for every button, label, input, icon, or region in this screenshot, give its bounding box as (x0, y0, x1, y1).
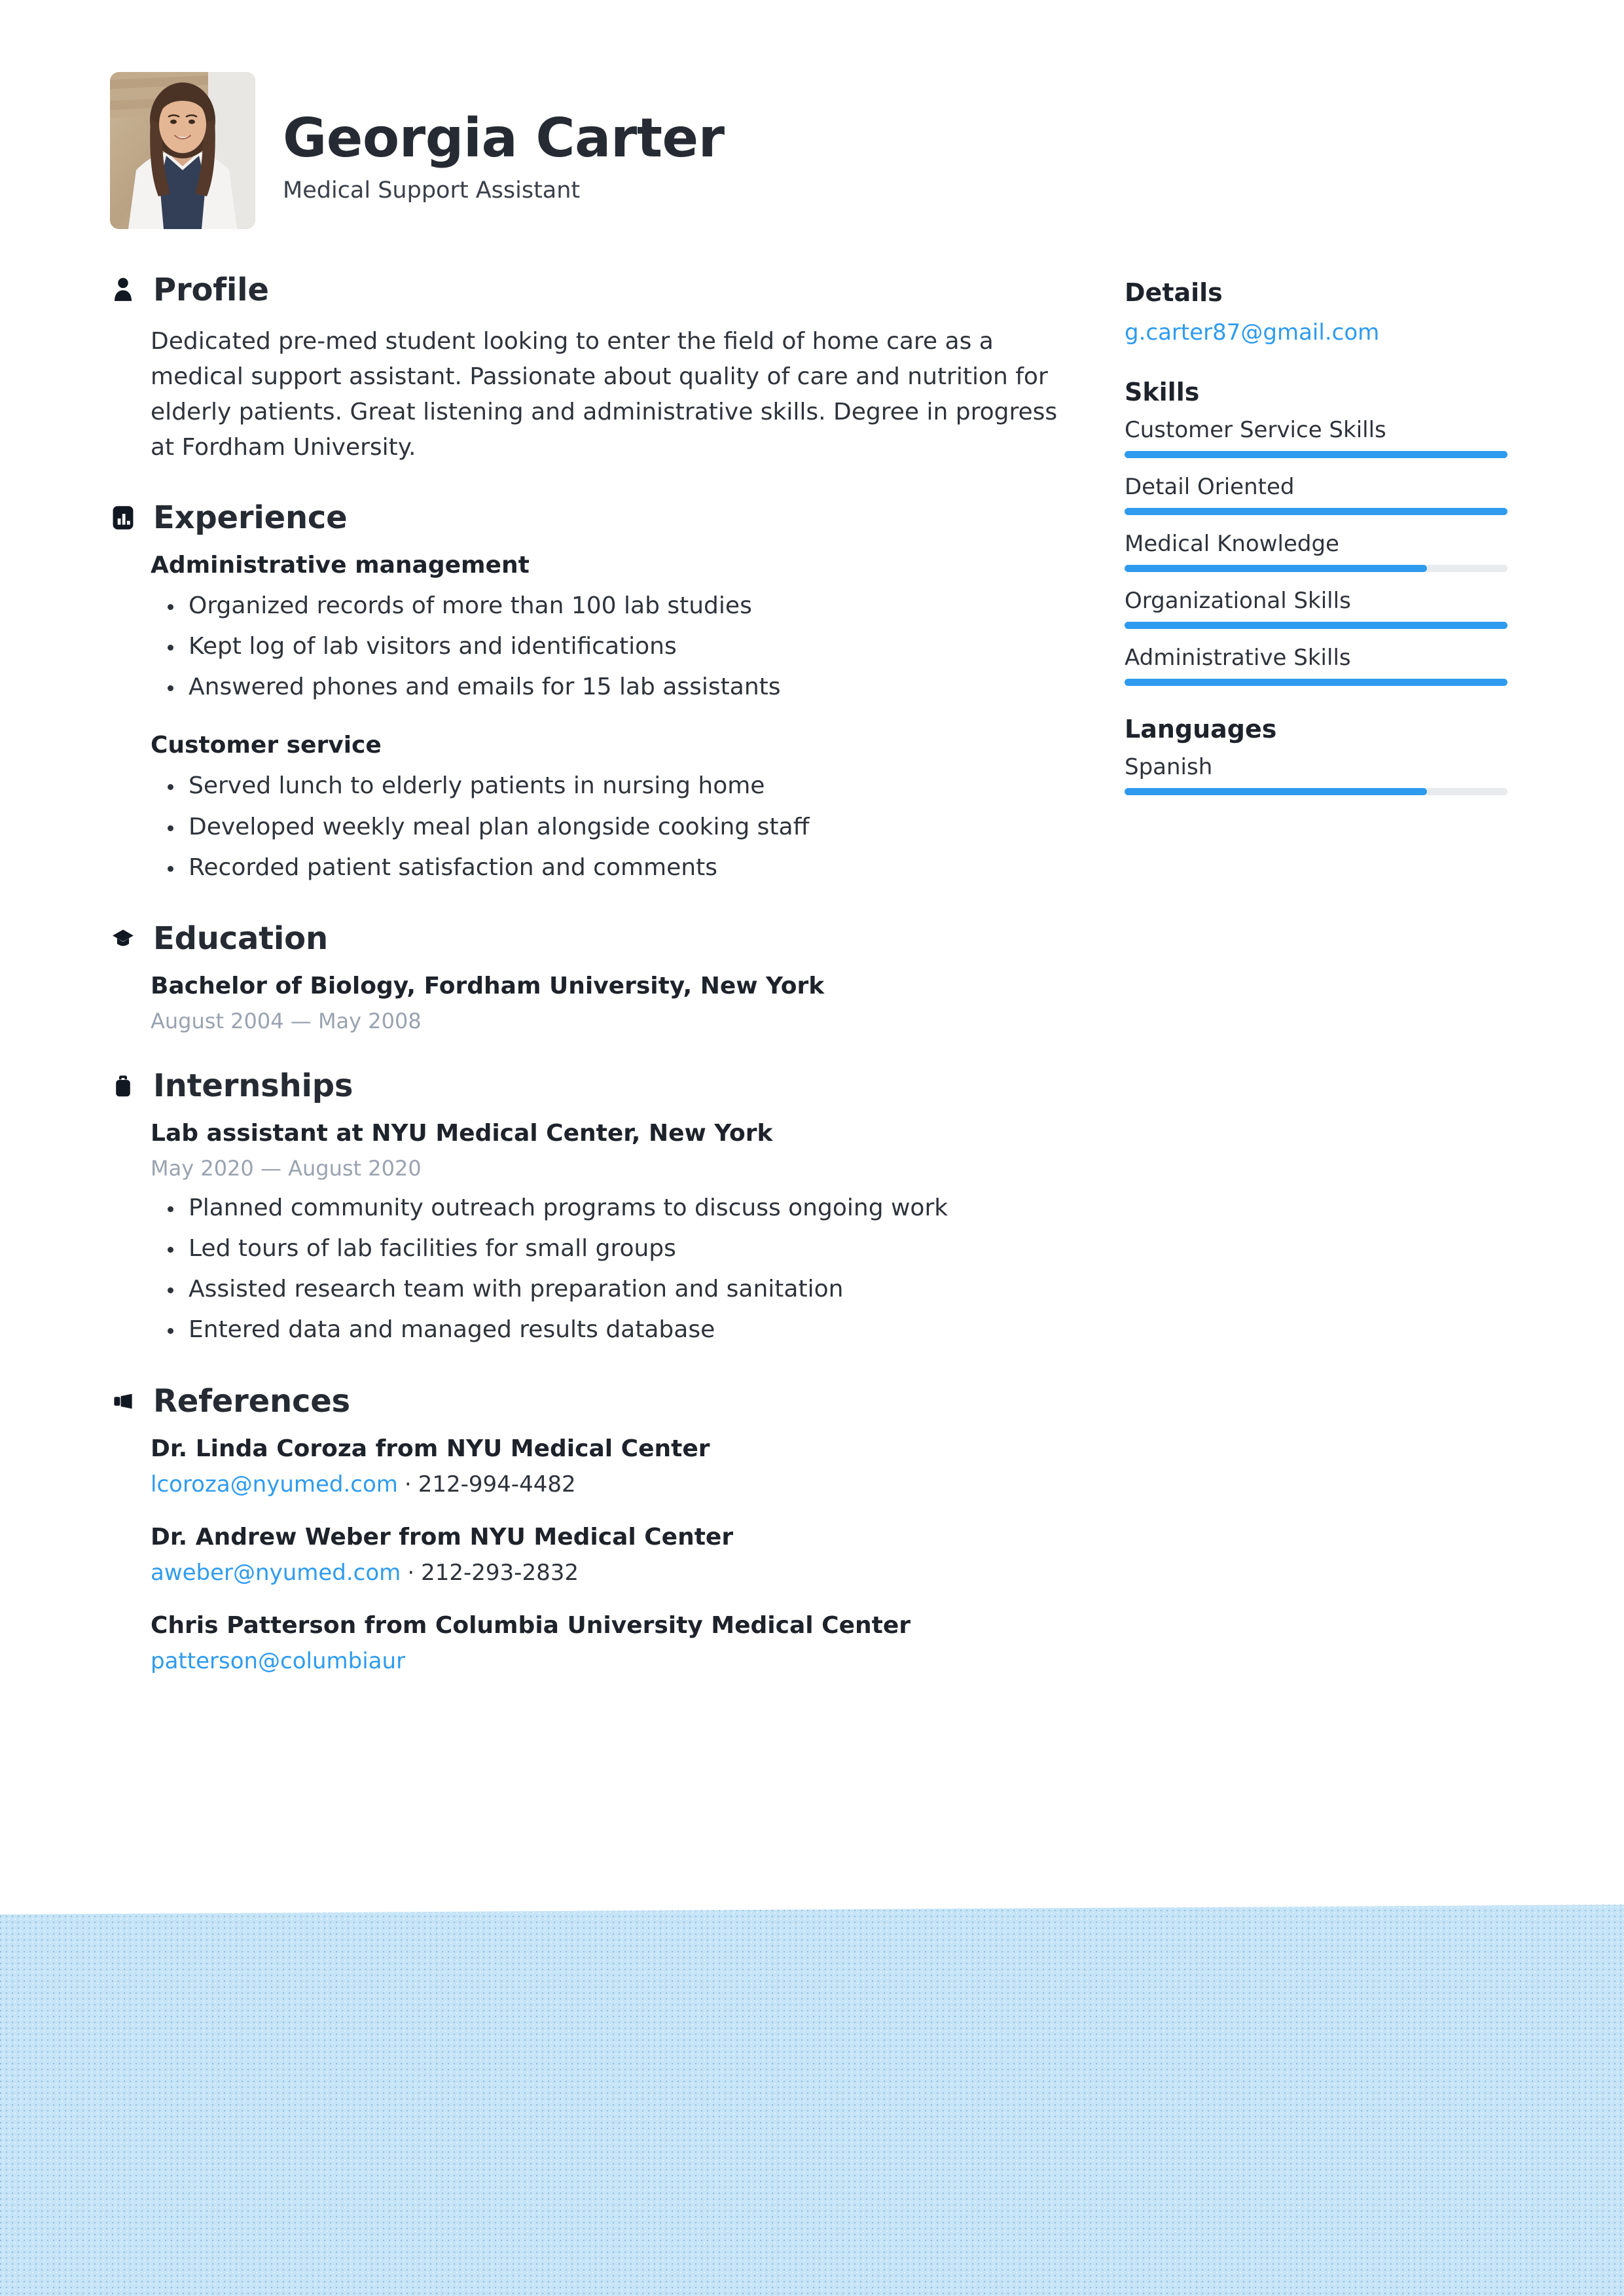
bullet-list (151, 768, 1062, 886)
page-title: Georgia Carter (283, 107, 725, 170)
skill-label: Organizational Skills (1125, 587, 1351, 614)
person-icon (110, 275, 136, 305)
section-header-education (110, 920, 1062, 957)
reference-contact (151, 1560, 1062, 1586)
main-column (110, 272, 1062, 1708)
list-item: Assisted research team with preparation and sanitation (151, 1271, 1062, 1308)
skill-row (1125, 645, 1507, 686)
experience-entry (151, 552, 1062, 706)
skill-row (1125, 474, 1507, 515)
entry-title: Dr. Linda Coroza from NYU Medical Center (151, 1435, 710, 1462)
list-item: Kept log of lab visitors and identifications (151, 628, 1062, 665)
section-title-experience: Experience (153, 499, 348, 536)
name-block (283, 98, 725, 204)
entry-title: Dr. Andrew Weber from NYU Medical Center (151, 1523, 734, 1551)
reference-entry (151, 1524, 1062, 1586)
sidebar-heading-languages: Languages (1125, 714, 1277, 744)
list-item: Answered phones and emails for 15 lab assistants (151, 669, 1062, 706)
reference-phone: 212-293-2832 (421, 1559, 579, 1586)
reference-email[interactable]: lcoroza@nyumed.com (151, 1471, 398, 1498)
reference-separator: · (407, 1559, 415, 1586)
graduation-cap-icon (110, 924, 136, 954)
reference-phone: 212-994-4482 (418, 1471, 576, 1498)
reference-contact (151, 1471, 1062, 1498)
language-bar-fill (1125, 788, 1427, 795)
skill-bar-fill (1125, 679, 1507, 686)
skill-label: Detail Oriented (1125, 473, 1295, 500)
entry-title: Administrative management (151, 552, 530, 579)
bullet-list (151, 1190, 1062, 1349)
skill-label: Administrative Skills (1125, 644, 1351, 671)
portrait-photo-icon (110, 72, 255, 229)
section-header-profile (110, 272, 1062, 308)
list-item: Served lunch to elderly patients in nursing home (151, 768, 1062, 804)
section-title-profile: Profile (153, 272, 269, 308)
section-title-education: Education (153, 920, 328, 957)
sidebar-heading-skills: Skills (1125, 377, 1200, 406)
list-item: Recorded patient satisfaction and comments (151, 850, 1062, 886)
section-header-internships (110, 1067, 1062, 1104)
section-header-references (110, 1383, 1062, 1420)
avatar (110, 72, 255, 229)
skill-bar-track (1125, 508, 1507, 515)
reference-email[interactable]: aweber@nyumed.com (151, 1559, 401, 1586)
reference-entry (151, 1612, 1062, 1674)
sidebar-heading-details: Details (1125, 278, 1223, 307)
entry-title: Bachelor of Biology, Fordham University, New York (151, 972, 825, 999)
list-item: Planned community outreach programs to discuss ongoing work (151, 1190, 1062, 1227)
language-label: Spanish (1125, 753, 1213, 780)
entry-date: May 2020 — August 2020 (151, 1155, 422, 1181)
reference-email[interactable]: patterson@columbiaur (151, 1647, 406, 1674)
section-header-experience (110, 499, 1062, 536)
list-item: Developed weekly meal plan alongside cooking staff (151, 809, 1062, 846)
reference-contact (151, 1648, 1062, 1674)
language-bar-track (1125, 788, 1507, 795)
entry-title: Customer service (151, 732, 382, 759)
skill-bar-track (1125, 622, 1507, 629)
bullet-list (151, 588, 1062, 706)
skill-bar-fill (1125, 508, 1507, 515)
reference-entry (151, 1435, 1062, 1498)
skill-bar-fill (1125, 622, 1507, 629)
resume-header (110, 72, 725, 229)
section-internships (110, 1067, 1062, 1349)
list-item: Entered data and managed results database (151, 1312, 1062, 1348)
sidebar (1125, 278, 1507, 824)
bottom-fade-overlay (0, 1898, 1624, 2296)
sidebar-languages (1125, 715, 1507, 795)
section-references (110, 1383, 1062, 1674)
skill-row (1125, 417, 1507, 458)
skill-bar-fill (1125, 565, 1427, 572)
sidebar-skills (1125, 378, 1507, 686)
briefcase-icon (110, 1071, 136, 1101)
list-item: Organized records of more than 100 lab studies (151, 588, 1062, 624)
list-item: Led tours of lab facilities for small groups (151, 1230, 1062, 1267)
skill-row (1125, 588, 1507, 629)
sidebar-details (1125, 278, 1507, 349)
language-row (1125, 754, 1507, 795)
skill-bar-track (1125, 451, 1507, 458)
entry-date: August 2004 — May 2008 (151, 1008, 422, 1033)
email-link[interactable]: g.carter87@gmail.com (1125, 319, 1380, 346)
internship-entry (151, 1120, 1062, 1349)
bar-chart-icon (110, 503, 136, 533)
profile-text: Dedicated pre-med student looking to enter the field of home care as a medical support assistant. Passionate about quality of care and nutrition for elderly patients. Great listening and administrative skills. Degree in progress at Fordham University. (151, 328, 1058, 461)
megaphone-icon (110, 1386, 136, 1416)
skill-label: Customer Service Skills (1125, 416, 1386, 443)
section-experience (110, 499, 1062, 886)
section-profile (110, 272, 1062, 465)
skill-bar-track (1125, 565, 1507, 572)
section-title-internships: Internships (153, 1067, 353, 1104)
reference-separator: · (404, 1471, 412, 1498)
entry-title: Lab assistant at NYU Medical Center, New York (151, 1119, 773, 1147)
job-title: Medical Support Assistant (283, 177, 581, 204)
section-title-references: References (153, 1382, 350, 1420)
skill-bar-fill (1125, 451, 1507, 458)
section-education (110, 920, 1062, 1033)
skill-bar-track (1125, 679, 1507, 686)
entry-title: Chris Patterson from Columbia University Medical Center (151, 1611, 911, 1639)
experience-entry (151, 732, 1062, 886)
skill-label: Medical Knowledge (1125, 530, 1339, 557)
skill-row (1125, 531, 1507, 572)
education-entry (151, 973, 1062, 1033)
